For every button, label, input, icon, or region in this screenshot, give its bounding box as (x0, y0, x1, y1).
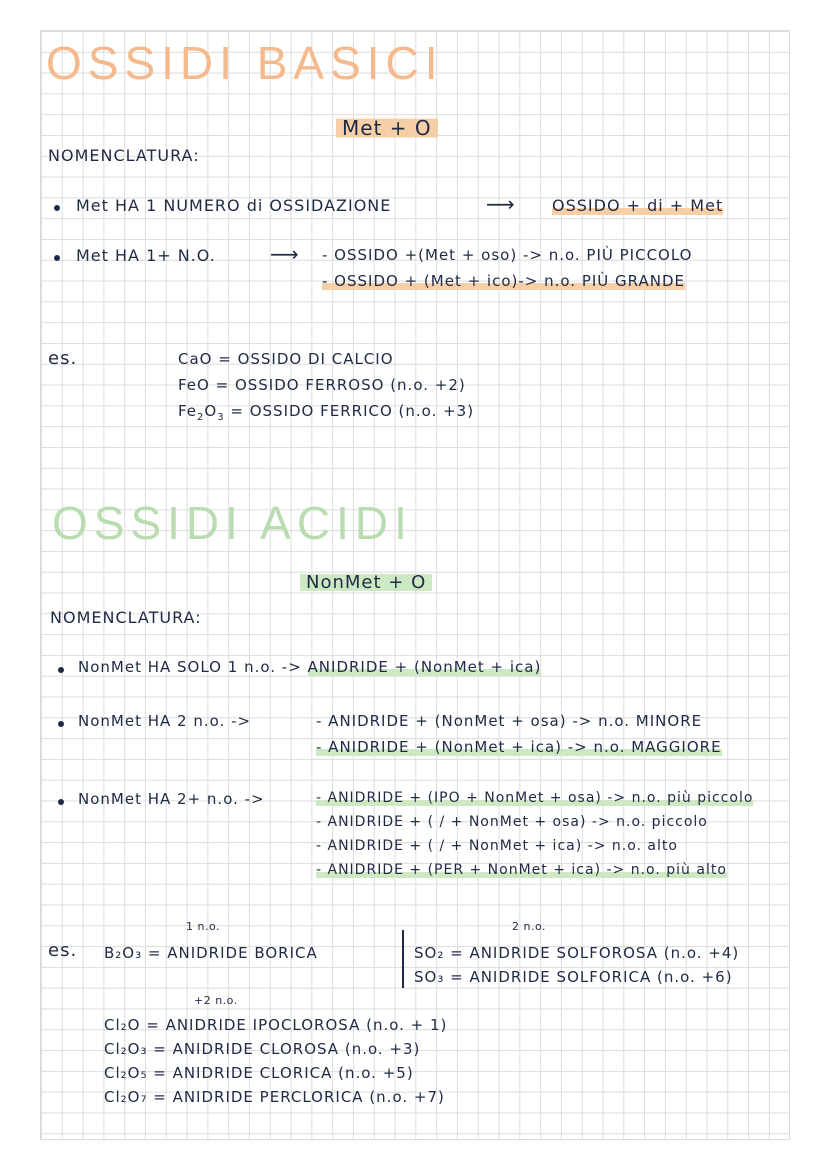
rule1-left: Met HA 1 NUMERO di OSSIDAZIONE (76, 196, 392, 215)
example-cl2o5: Cl₂O₅ = ANIDRIDE CLORICA (n.o. +5) (104, 1064, 414, 1082)
arrow-icon: ⟶ (486, 192, 516, 216)
formula-nonmet-o: NonMet + O (300, 572, 432, 593)
bullet-dot (54, 205, 60, 211)
bullet-dot (58, 667, 64, 673)
note-2-no: 2 n.o. (512, 920, 546, 933)
es-label: es. (48, 940, 78, 961)
bullet-dot (58, 721, 64, 727)
example-cl2o3: Cl₂O₃ = ANIDRIDE CLOROSA (n.o. +3) (104, 1040, 421, 1058)
arrow-icon: ⟶ (270, 242, 300, 266)
rule2-line1: - ANIDRIDE + (NonMet + osa) -> n.o. MINORE (316, 712, 703, 730)
divider-line (402, 930, 404, 988)
rule2-line2: - OSSIDO + (Met + ico)-> n.o. PIÙ GRANDE (322, 272, 686, 290)
formula-met-o: Met + O (336, 116, 438, 140)
bullet-dot (54, 255, 60, 261)
example-cl2o: Cl₂O = ANIDRIDE IPOCLOROSA (n.o. + 1) (104, 1016, 448, 1034)
note-1-no: 1 n.o. (186, 920, 220, 933)
section-title-ossidi-acidi: OSSIDI ACIDI (52, 497, 413, 549)
rule3-line3: - ANIDRIDE + ( / + NonMet + ica) -> n.o. alto (316, 838, 678, 854)
rule1-right: OSSIDO + di + Met (552, 196, 724, 215)
rule2-line2: - ANIDRIDE + (NonMet + ica) -> n.o. MAGGIORE (316, 738, 722, 756)
section-title-ossidi-basici: OSSIDI BASICI (46, 37, 444, 89)
rule2-line1: - OSSIDO +(Met + oso) -> n.o. PIÙ PICCOLO (322, 246, 693, 264)
rule3-left: NonMet HA 2+ n.o. -> (78, 790, 265, 808)
example-fe2o3: $Fe_2O_3$ = OSSIDO FERRICO (n.o. +3) (178, 402, 475, 423)
note-2plus-no: +2 n.o. (194, 994, 238, 1007)
bullet-dot (58, 799, 64, 805)
example-so2: SO₂ = ANIDRIDE SOLFOROSA (n.o. +4) (414, 944, 740, 962)
rule2-left: NonMet HA 2 n.o. -> (78, 712, 252, 730)
example-so3: SO₃ = ANIDRIDE SOLFORICA (n.o. +6) (414, 968, 733, 986)
example-cl2o7: Cl₂O₇ = ANIDRIDE PERCLORICA (n.o. +7) (104, 1088, 445, 1106)
rule1-nonmet: NonMet HA SOLO 1 n.o. -> ANIDRIDE + (NonMet + ica) (78, 658, 542, 676)
example-cao: CaO = OSSIDO DI CALCIO (178, 350, 394, 368)
rule3-line4: - ANIDRIDE + (PER + NonMet + ica) -> n.o. più alto (316, 862, 727, 878)
example-feo: FeO = OSSIDO FERROSO (n.o. +2) (178, 376, 466, 394)
es-label: es. (48, 348, 78, 369)
example-b2o3: B₂O₃ = ANIDRIDE BORICA (104, 944, 318, 962)
rule2-left: Met HA 1+ N.O. (76, 246, 216, 265)
rule3-line2: - ANIDRIDE + ( / + NonMet + osa) -> n.o. piccolo (316, 814, 708, 830)
rule3-line1: - ANIDRIDE + (IPO + NonMet + osa) -> n.o. più piccolo (316, 790, 754, 806)
nomenclatura-label: NOMENCLATURA: (48, 146, 200, 165)
nomenclatura-label: NOMENCLATURA: (50, 608, 202, 627)
